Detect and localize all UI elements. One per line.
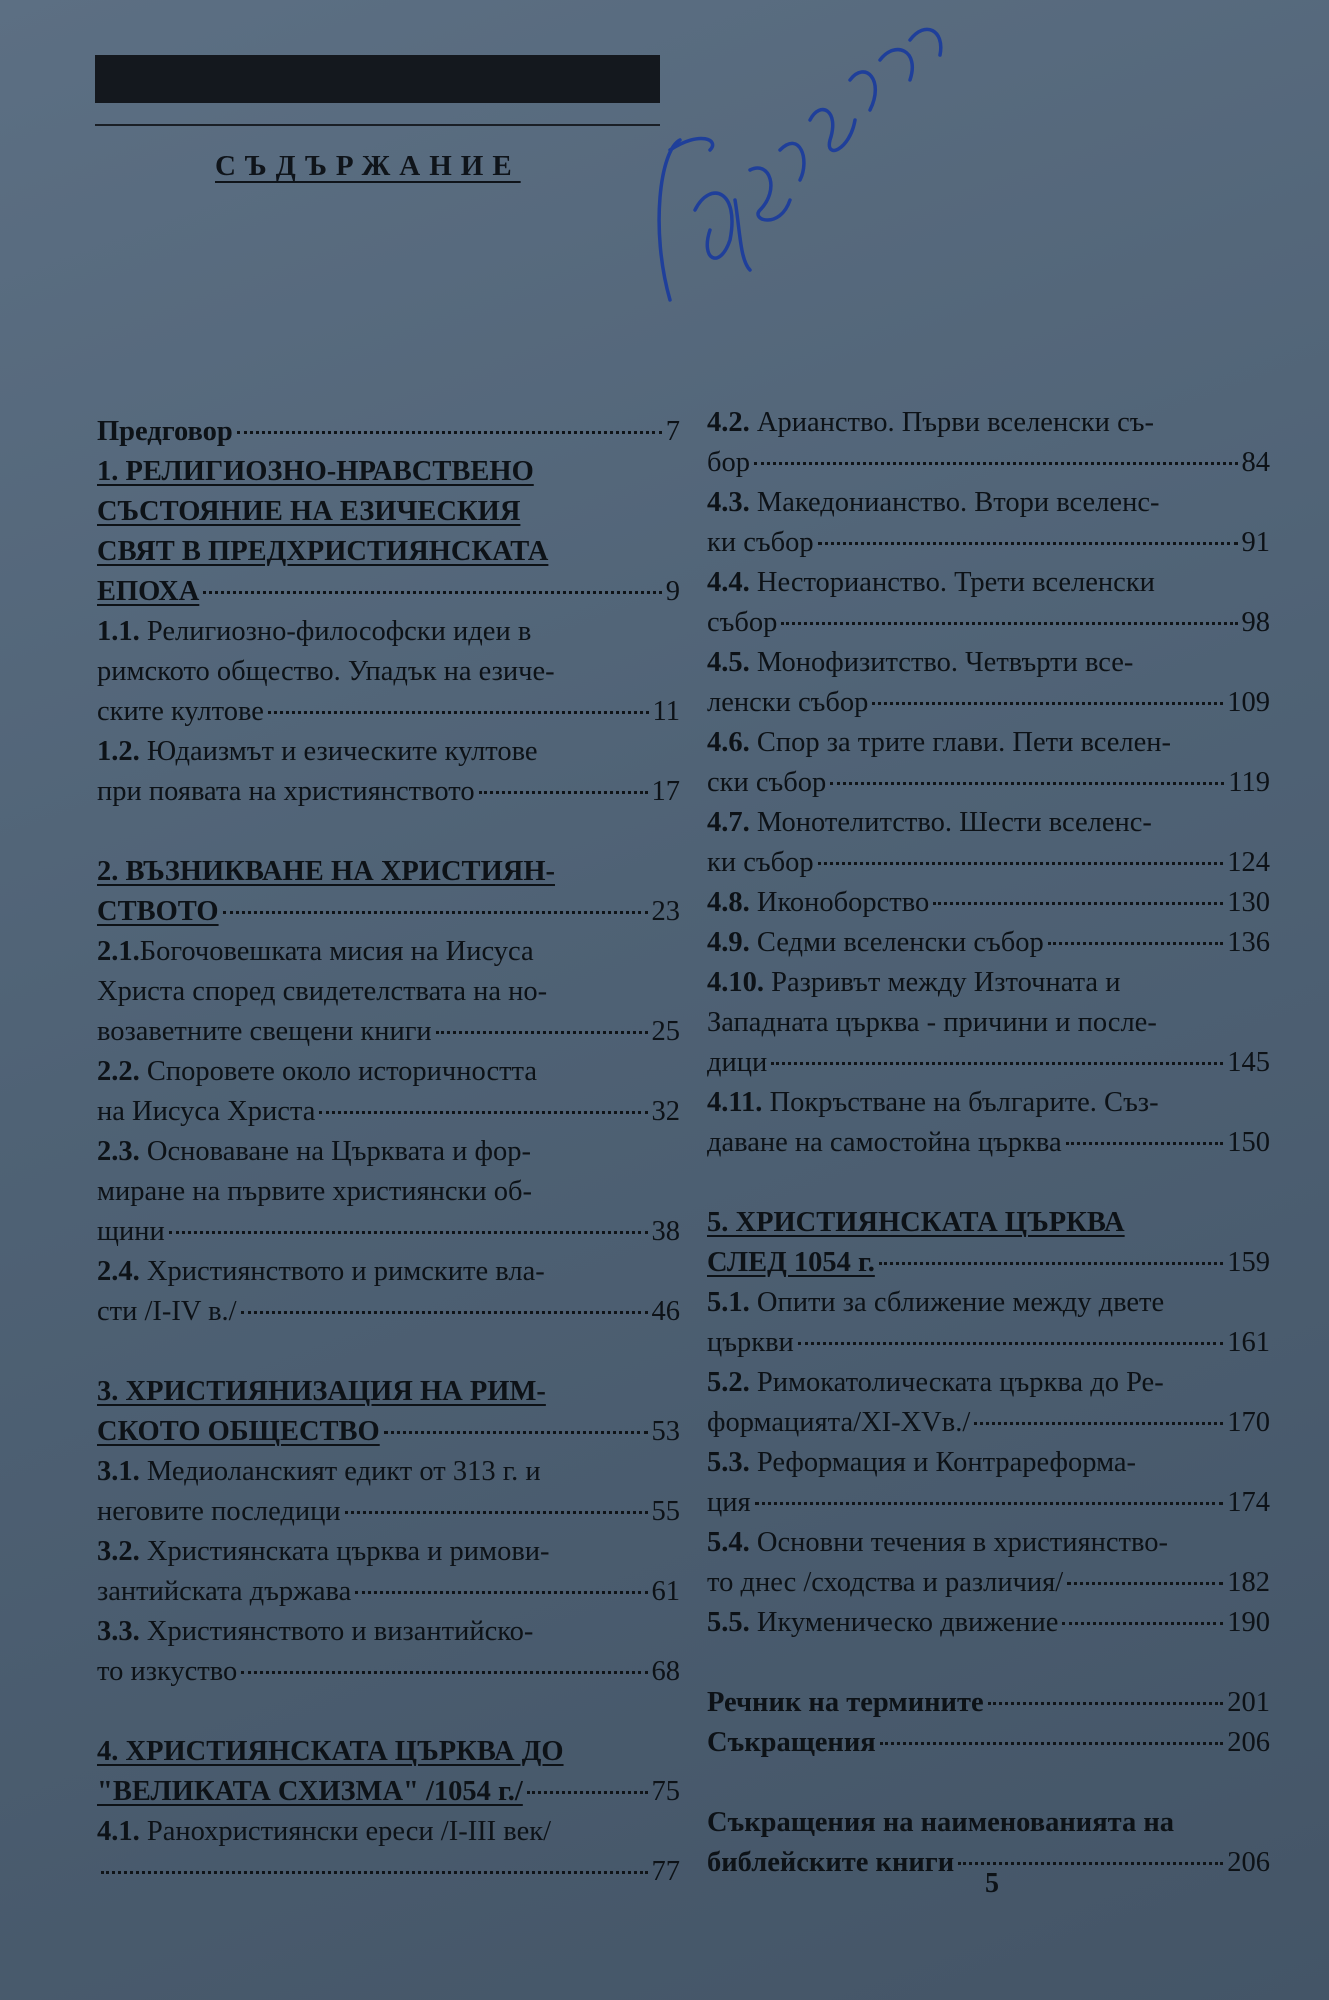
section-number: 4.6. — [707, 727, 750, 758]
dot-leader — [384, 1430, 648, 1434]
entry-title: Спор за трите глави. Пети вселен- — [756, 727, 1172, 758]
page-ref: 75 — [651, 1776, 680, 1807]
entry-title: Речник на термините — [707, 1687, 984, 1718]
section-number: 5.4. — [707, 1527, 750, 1558]
page-ref: 170 — [1227, 1407, 1270, 1438]
toc-entry-3-3[interactable] — [97, 1612, 680, 1692]
entry-title: библейските книги — [707, 1847, 955, 1878]
toc-entry-5-3[interactable] — [707, 1443, 1270, 1523]
dot-leader — [771, 1061, 1223, 1065]
dot-leader — [974, 1421, 1223, 1425]
dot-leader — [798, 1341, 1223, 1345]
entry-title: то изкуство — [97, 1656, 238, 1687]
entry-title: Съкращения на наименованията на — [707, 1807, 1175, 1838]
section-number: 2.2. — [97, 1056, 140, 1087]
entry-title: църкви — [707, 1327, 794, 1358]
dot-leader — [880, 1741, 1224, 1745]
dot-leader — [345, 1510, 648, 1514]
dot-leader — [268, 710, 649, 714]
page-ref: 91 — [1241, 527, 1270, 558]
entry-title: Юдаизмът и езическите култове — [146, 736, 538, 767]
entry-title: Християнството и византийско- — [146, 1616, 534, 1647]
page-ref: 159 — [1227, 1247, 1270, 1278]
entry-title: Богочовешката мисия на Иисуса — [139, 936, 534, 967]
dot-leader — [879, 1261, 1223, 1265]
toc-right-column — [707, 403, 1270, 1883]
dot-leader — [436, 1030, 648, 1034]
page-ref: 9 — [665, 576, 680, 607]
entry-title: Христа според свидетелствата на но- — [97, 976, 548, 1007]
dot-leader — [818, 541, 1238, 545]
page-ref: 32 — [651, 1096, 680, 1127]
page-ref: 55 — [651, 1496, 680, 1527]
page-ref: 68 — [651, 1656, 680, 1687]
section-number: 5.2. — [707, 1367, 750, 1398]
page-ref: 25 — [651, 1016, 680, 1047]
page-ref: 84 — [1241, 447, 1270, 478]
entry-title: Икуменическо движение — [756, 1607, 1059, 1638]
page-ref: 201 — [1227, 1687, 1270, 1718]
toc-entry-4-11[interactable] — [707, 1083, 1270, 1163]
section-number: 5.3. — [707, 1447, 750, 1478]
toc-entry-4-6[interactable] — [707, 723, 1270, 803]
entry-title: 2. ВЪЗНИКВАНЕ НА ХРИСТИЯН- — [97, 856, 555, 887]
page-ref: 150 — [1227, 1127, 1270, 1158]
page-ref: 109 — [1227, 687, 1270, 718]
entry-title: Основни течения в християнство- — [756, 1527, 1168, 1558]
header-rule — [95, 124, 660, 126]
entry-title: Съкращения — [707, 1727, 876, 1758]
toc-entry-5-4[interactable] — [707, 1523, 1270, 1603]
entry-title: 3. ХРИСТИЯНИЗАЦИЯ НА РИМ- — [97, 1376, 546, 1407]
entry-title: Покръстване на българите. Съз- — [769, 1087, 1159, 1118]
dot-leader — [755, 1501, 1224, 1505]
toc-entry-2-2[interactable] — [97, 1052, 680, 1132]
toc-entry-5-5[interactable] — [707, 1603, 1270, 1643]
entry-title: дици — [707, 1047, 768, 1078]
entry-title: бор — [707, 447, 751, 478]
section-number: 3.1. — [97, 1456, 140, 1487]
section-number: 4.1. — [97, 1816, 140, 1847]
entry-title: то днес /сходства и различия/ — [707, 1567, 1064, 1598]
entry-title: 1. РЕЛИГИОЗНО-НРАВСТВЕНО — [97, 456, 534, 487]
entry-title: Западната църква - причини и после- — [707, 1007, 1157, 1038]
dot-leader — [241, 1310, 648, 1314]
section-number: 4.9. — [707, 927, 750, 958]
section-number: 4.8. — [707, 887, 750, 918]
page-ref: 23 — [651, 896, 680, 927]
entry-title: миране на първите християнски об- — [97, 1176, 533, 1207]
toc-entry-4-3[interactable] — [707, 483, 1270, 563]
entry-title: ленски събор — [707, 687, 869, 718]
entry-title: Християнството и римските вла- — [146, 1256, 545, 1287]
entry-title: Арианство. Първи вселенски съ- — [756, 407, 1154, 438]
dot-leader — [203, 590, 661, 594]
page-ref: 124 — [1227, 847, 1270, 878]
page-ref: 206 — [1227, 1847, 1270, 1878]
dot-leader — [958, 1861, 1223, 1865]
page-ref: 77 — [651, 1856, 680, 1887]
toc-entry-4-5[interactable] — [707, 643, 1270, 723]
section-number: 4.3. — [707, 487, 750, 518]
entry-title: ските култове — [97, 696, 264, 727]
entry-title: Монотелитство. Шести вселенс- — [756, 807, 1152, 838]
section-number: 1.1. — [97, 616, 140, 647]
entry-title: сти /І-ІV в./ — [97, 1296, 237, 1327]
page-ref: 145 — [1227, 1047, 1270, 1078]
entry-title: СЪСТОЯНИЕ НА ЕЗИЧЕСКИЯ — [97, 496, 521, 527]
entry-title: Иконоборство — [756, 887, 930, 918]
page-ref: 119 — [1228, 767, 1270, 798]
dot-leader — [527, 1790, 648, 1794]
entry-title: СТВОТО — [97, 896, 219, 927]
entry-title: Разривът между Източната и — [771, 967, 1121, 998]
dot-leader — [101, 1870, 648, 1874]
entry-title: ция — [707, 1487, 751, 1518]
toc-left-column — [97, 412, 680, 1892]
toc-entry-chapter-3[interactable] — [97, 1372, 680, 1452]
entry-title: събор — [707, 607, 778, 638]
dot-leader — [988, 1701, 1224, 1705]
page-ref: 190 — [1227, 1607, 1270, 1638]
toc-entry-glossary[interactable] — [707, 1683, 1270, 1723]
entry-title: Монофизитство. Четвърти все- — [756, 647, 1134, 678]
dot-leader — [1066, 1141, 1224, 1145]
entry-title: римското общество. Упадък на езиче- — [97, 656, 555, 687]
dot-leader — [754, 461, 1237, 465]
entry-title: 4. ХРИСТИЯНСКАТА ЦЪРКВА ДО — [97, 1736, 564, 1767]
page-ref: 11 — [652, 696, 680, 727]
toc-entry-3-1[interactable] — [97, 1452, 680, 1532]
entry-title: Македонианство. Втори вселенс- — [756, 487, 1160, 518]
section-number: 4.7. — [707, 807, 750, 838]
section-number: 2.1. — [97, 936, 140, 967]
toc-entry-2-1[interactable] — [97, 932, 680, 1052]
entry-title: Предговор — [97, 416, 233, 447]
section-number: 5.5. — [707, 1607, 750, 1638]
section-number: 5.1. — [707, 1287, 750, 1318]
dot-leader — [781, 621, 1237, 625]
section-number: 2.4. — [97, 1256, 140, 1287]
page-ref: 161 — [1227, 1327, 1270, 1358]
entry-title: Седми вселенски събор — [756, 927, 1044, 958]
entry-title: при появата на християнството — [97, 776, 475, 807]
dot-leader — [1067, 1581, 1223, 1585]
entry-title: "ВЕЛИКАТА СХИЗМА" /1054 г./ — [97, 1776, 523, 1807]
page-ref: 182 — [1227, 1567, 1270, 1598]
page-ref: 174 — [1227, 1487, 1270, 1518]
entry-title: возаветните свещени книги — [97, 1016, 432, 1047]
page-title: СЪДЪРЖАНИЕ — [215, 150, 521, 182]
page-ref: 61 — [651, 1576, 680, 1607]
toc-entry-4-1[interactable] — [97, 1812, 680, 1892]
toc-entry-2-3[interactable] — [97, 1132, 680, 1252]
page-ref: 53 — [651, 1416, 680, 1447]
entry-title: формацията/ХІ-ХVв./ — [707, 1407, 971, 1438]
entry-title: Опити за сближение между двете — [756, 1287, 1165, 1318]
toc-entry-4-8[interactable] — [707, 883, 1270, 923]
toc-entry-4-10[interactable] — [707, 963, 1270, 1083]
entry-title: Религиозно-философски идеи в — [146, 616, 532, 647]
page-ref: 206 — [1227, 1727, 1270, 1758]
entry-title: Ранохристиянски ереси /І-ІІІ век/ — [146, 1816, 551, 1847]
entry-title: 5. ХРИСТИЯНСКАТА ЦЪРКВА — [707, 1207, 1125, 1238]
entry-title: щини — [97, 1216, 165, 1247]
dot-leader — [830, 781, 1224, 785]
entry-title: СЛЕД 1054 г. — [707, 1247, 875, 1278]
toc-entry-4-2[interactable] — [707, 403, 1270, 483]
entry-title: на Иисуса Христа — [97, 1096, 316, 1127]
toc-entry-abbreviations[interactable] — [707, 1723, 1270, 1763]
handwritten-signature — [640, 0, 970, 400]
page-ref: 46 — [651, 1296, 680, 1327]
entry-title: зантийската държава — [97, 1576, 352, 1607]
toc-entry-1-1[interactable] — [97, 612, 680, 732]
page-ref: 38 — [651, 1216, 680, 1247]
dot-leader — [1062, 1621, 1223, 1625]
section-number: 1.2. — [97, 736, 140, 767]
toc-entry-chapter-4[interactable] — [97, 1732, 680, 1812]
dot-leader — [355, 1590, 647, 1594]
section-number: 4.4. — [707, 567, 750, 598]
entry-title: ЕПОХА — [97, 576, 200, 607]
entry-title: Основаване на Църквата и фор- — [146, 1136, 531, 1167]
dot-leader — [241, 1670, 647, 1674]
entry-title: неговите последици — [97, 1496, 341, 1527]
dot-leader — [169, 1230, 648, 1234]
section-number: 4.11. — [707, 1087, 763, 1118]
entry-title: Несторианство. Трети вселенски — [756, 567, 1155, 598]
entry-title: даване на самостойна църква — [707, 1127, 1062, 1158]
entry-title: СВЯТ В ПРЕДХРИСТИЯНСКАТА — [97, 536, 549, 567]
toc-entry-4-4[interactable] — [707, 563, 1270, 643]
section-number: 3.2. — [97, 1536, 140, 1567]
page-ref: 136 — [1227, 927, 1270, 958]
section-number: 2.3. — [97, 1136, 140, 1167]
toc-entry-chapter-5[interactable] — [707, 1203, 1270, 1283]
toc-entry-1-2[interactable] — [97, 732, 680, 812]
entry-title: Римокатолическата църква до Ре- — [756, 1367, 1164, 1398]
toc-entry-chapter-1[interactable] — [97, 452, 680, 612]
section-number: 4.10. — [707, 967, 764, 998]
entry-title: ки събор — [707, 847, 814, 878]
entry-title: ки събор — [707, 527, 814, 558]
entry-title: Християнската църква и римови- — [146, 1536, 550, 1567]
entry-title: ски събор — [707, 767, 827, 798]
page-ref: 7 — [665, 416, 680, 447]
entry-title: Споровете около историчността — [146, 1056, 538, 1087]
toc-entry-3-2[interactable] — [97, 1532, 680, 1612]
section-number: 4.2. — [707, 407, 750, 438]
dot-leader — [223, 910, 648, 914]
toc-entry-5-1[interactable] — [707, 1283, 1270, 1363]
page-ref: 130 — [1227, 887, 1270, 918]
dot-leader — [818, 861, 1224, 865]
page-number: 5 — [985, 1868, 999, 1899]
page-ref: 17 — [651, 776, 680, 807]
section-number: 4.5. — [707, 647, 750, 678]
page-ref: 98 — [1241, 607, 1270, 638]
entry-title: СКОТО ОБЩЕСТВО — [97, 1416, 380, 1447]
dot-leader — [479, 790, 648, 794]
toc-entry-preface[interactable] — [97, 412, 680, 452]
dot-leader — [237, 430, 662, 434]
section-number: 3.3. — [97, 1616, 140, 1647]
header-bar — [95, 55, 660, 103]
toc-entry-4-9[interactable] — [707, 923, 1270, 963]
dot-leader — [1048, 941, 1224, 945]
toc-entry-5-2[interactable] — [707, 1363, 1270, 1443]
toc-entry-2-4[interactable] — [97, 1252, 680, 1332]
dot-leader — [872, 701, 1223, 705]
toc-entry-chapter-2[interactable] — [97, 852, 680, 932]
toc-entry-4-7[interactable] — [707, 803, 1270, 883]
entry-title: Медиоланският едикт от 313 г. и — [146, 1456, 541, 1487]
dot-leader — [319, 1110, 647, 1114]
dot-leader — [933, 901, 1223, 905]
entry-title: Реформация и Контрареформа- — [756, 1447, 1137, 1478]
